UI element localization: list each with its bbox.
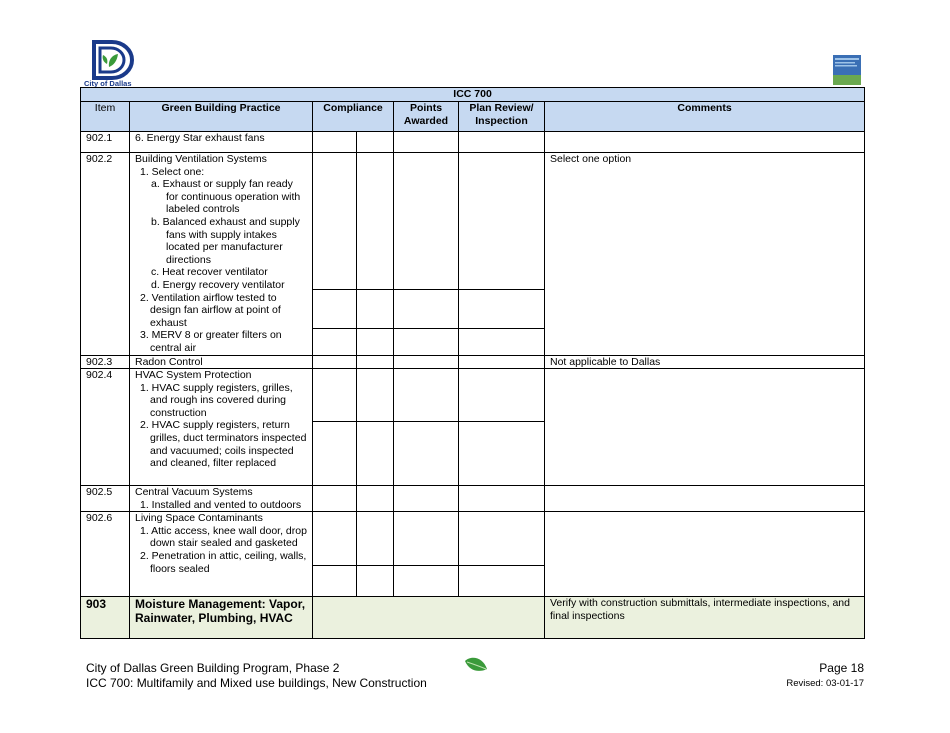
plan-review-cell[interactable] xyxy=(459,290,545,329)
plan-review-cell[interactable] xyxy=(459,355,545,369)
compliance-cell[interactable] xyxy=(357,369,394,422)
icc700-practices-table xyxy=(80,87,865,639)
table-row xyxy=(81,355,865,369)
revised-date: Revised: 03-01-17 xyxy=(786,678,864,689)
col-plan-review-inspection: Plan Review/ Inspection xyxy=(459,102,545,132)
points-cell[interactable] xyxy=(394,153,459,290)
col-compliance: Compliance xyxy=(313,102,394,132)
footer-document-title: ICC 700: Multifamily and Mixed use buildings, New Construction xyxy=(86,676,427,690)
practice-title: HVAC System Protection xyxy=(135,369,252,382)
leaf-icon xyxy=(463,655,489,675)
item-number: 902.4 xyxy=(81,369,130,486)
plan-review-cell[interactable] xyxy=(459,369,545,422)
compliance-cell[interactable] xyxy=(313,132,357,153)
compliance-cell[interactable] xyxy=(357,290,394,329)
practice-option: a. Exhaust or supply fan ready for continuous operation with labeled controls xyxy=(151,178,301,216)
item-number: 902.2 xyxy=(81,153,130,356)
table-row xyxy=(81,512,865,566)
plan-review-cell[interactable] xyxy=(459,566,545,597)
practice-title: Central Vacuum Systems xyxy=(135,486,253,499)
comment-cell xyxy=(545,369,865,486)
comment-cell xyxy=(545,512,865,597)
compliance-cell[interactable] xyxy=(357,329,394,355)
practice-cell xyxy=(130,153,313,356)
points-cell[interactable] xyxy=(394,329,459,355)
practice-cell xyxy=(130,486,313,512)
compliance-cell[interactable] xyxy=(357,422,394,486)
column-header-row xyxy=(81,102,865,132)
comment-cell xyxy=(545,486,865,512)
practice-title: Building Ventilation Systems xyxy=(135,153,267,165)
compliance-cell[interactable] xyxy=(313,566,357,597)
practice-line: 1. Select one: xyxy=(140,165,205,178)
points-cell[interactable] xyxy=(394,290,459,329)
compliance-cell[interactable] xyxy=(313,329,357,355)
points-cell[interactable] xyxy=(394,369,459,422)
plan-review-cell[interactable] xyxy=(459,329,545,355)
practice-line: 2. Ventilation airflow tested to design fan airflow at point of exhaust xyxy=(140,291,281,329)
points-cell[interactable] xyxy=(394,512,459,566)
compliance-cell[interactable] xyxy=(357,512,394,566)
table-row xyxy=(81,369,865,422)
footer-program-title: City of Dallas Green Building Program, Phase 2 xyxy=(86,661,340,675)
plan-review-cell[interactable] xyxy=(459,512,545,566)
section-title: Moisture Management: Vapor, Rainwater, Plumbing, HVAC xyxy=(130,597,313,639)
comment-cell xyxy=(545,132,865,153)
points-cell[interactable] xyxy=(394,422,459,486)
icc-green-badge-icon xyxy=(833,55,861,85)
points-cell[interactable] xyxy=(394,355,459,369)
compliance-cell[interactable] xyxy=(313,153,357,290)
compliance-cell[interactable] xyxy=(357,566,394,597)
item-number: 902.3 xyxy=(81,355,130,369)
table-row xyxy=(81,132,865,153)
practice-line: 2. Penetration in attic, ceiling, walls, floors sealed xyxy=(140,550,307,575)
practice-line: 3. MERV 8 or greater filters on central air xyxy=(140,329,282,354)
compliance-cell[interactable] xyxy=(357,486,394,512)
item-number: 902.1 xyxy=(81,132,130,153)
page-number: Page 18 xyxy=(819,661,864,675)
practice-option: d. Energy recovery ventilator xyxy=(151,278,285,291)
compliance-cell[interactable] xyxy=(357,132,394,153)
practice-text: 6. Energy Star exhaust fans xyxy=(130,132,313,153)
item-number: 902.5 xyxy=(81,486,130,512)
section-blank-cell xyxy=(313,597,545,639)
plan-review-cell[interactable] xyxy=(459,132,545,153)
col-item: Item xyxy=(81,102,130,132)
practice-line: 1. HVAC supply registers, grilles, and rough ins covered during construction xyxy=(140,381,293,419)
compliance-cell[interactable] xyxy=(313,512,357,566)
table-title: ICC 700 xyxy=(81,88,865,102)
plan-review-cell[interactable] xyxy=(459,153,545,290)
footer-right xyxy=(786,661,864,691)
col-comments: Comments xyxy=(545,102,865,132)
points-cell[interactable] xyxy=(394,566,459,597)
practice-option: b. Balanced exhaust and supply fans with supply intakes located per manufacturer directions xyxy=(151,215,300,266)
col-points-awarded: Points Awarded xyxy=(394,102,459,132)
comment-cell: Select one option xyxy=(545,153,865,356)
table-title-row xyxy=(81,88,865,102)
table-row xyxy=(81,153,865,290)
plan-review-cell[interactable] xyxy=(459,486,545,512)
practice-title: Living Space Contaminants xyxy=(135,512,263,525)
table-row xyxy=(81,486,865,512)
practice-text: Radon Control xyxy=(130,355,313,369)
comment-cell: Not applicable to Dallas xyxy=(545,355,865,369)
compliance-cell[interactable] xyxy=(313,422,357,486)
points-cell[interactable] xyxy=(394,132,459,153)
practice-line: 1. Installed and vented to outdoors xyxy=(140,498,302,511)
item-number: 902.6 xyxy=(81,512,130,597)
compliance-cell[interactable] xyxy=(313,369,357,422)
city-of-dallas-logo-text: City of Dallas xyxy=(84,79,132,88)
points-cell[interactable] xyxy=(394,486,459,512)
practice-cell xyxy=(130,512,313,597)
compliance-cell[interactable] xyxy=(357,153,394,290)
practice-option: c. Heat recover ventilator xyxy=(151,266,268,279)
compliance-cell[interactable] xyxy=(357,355,394,369)
compliance-cell[interactable] xyxy=(313,355,357,369)
compliance-cell[interactable] xyxy=(313,290,357,329)
section-row xyxy=(81,597,865,639)
footer-left xyxy=(86,661,427,691)
compliance-cell[interactable] xyxy=(313,486,357,512)
practice-cell xyxy=(130,369,313,486)
practice-line: 1. Attic access, knee wall door, drop down stair sealed and gasketed xyxy=(140,524,307,550)
col-green-building-practice: Green Building Practice xyxy=(130,102,313,132)
practice-line: 2. HVAC supply registers, return grilles, duct terminators inspected and vacuumed; coils inspected and cleaned, filter replaced xyxy=(140,419,307,470)
section-number: 903 xyxy=(81,597,130,639)
plan-review-cell[interactable] xyxy=(459,422,545,486)
section-comment: Verify with construction submittals, intermediate inspections, and final inspections xyxy=(545,597,865,639)
